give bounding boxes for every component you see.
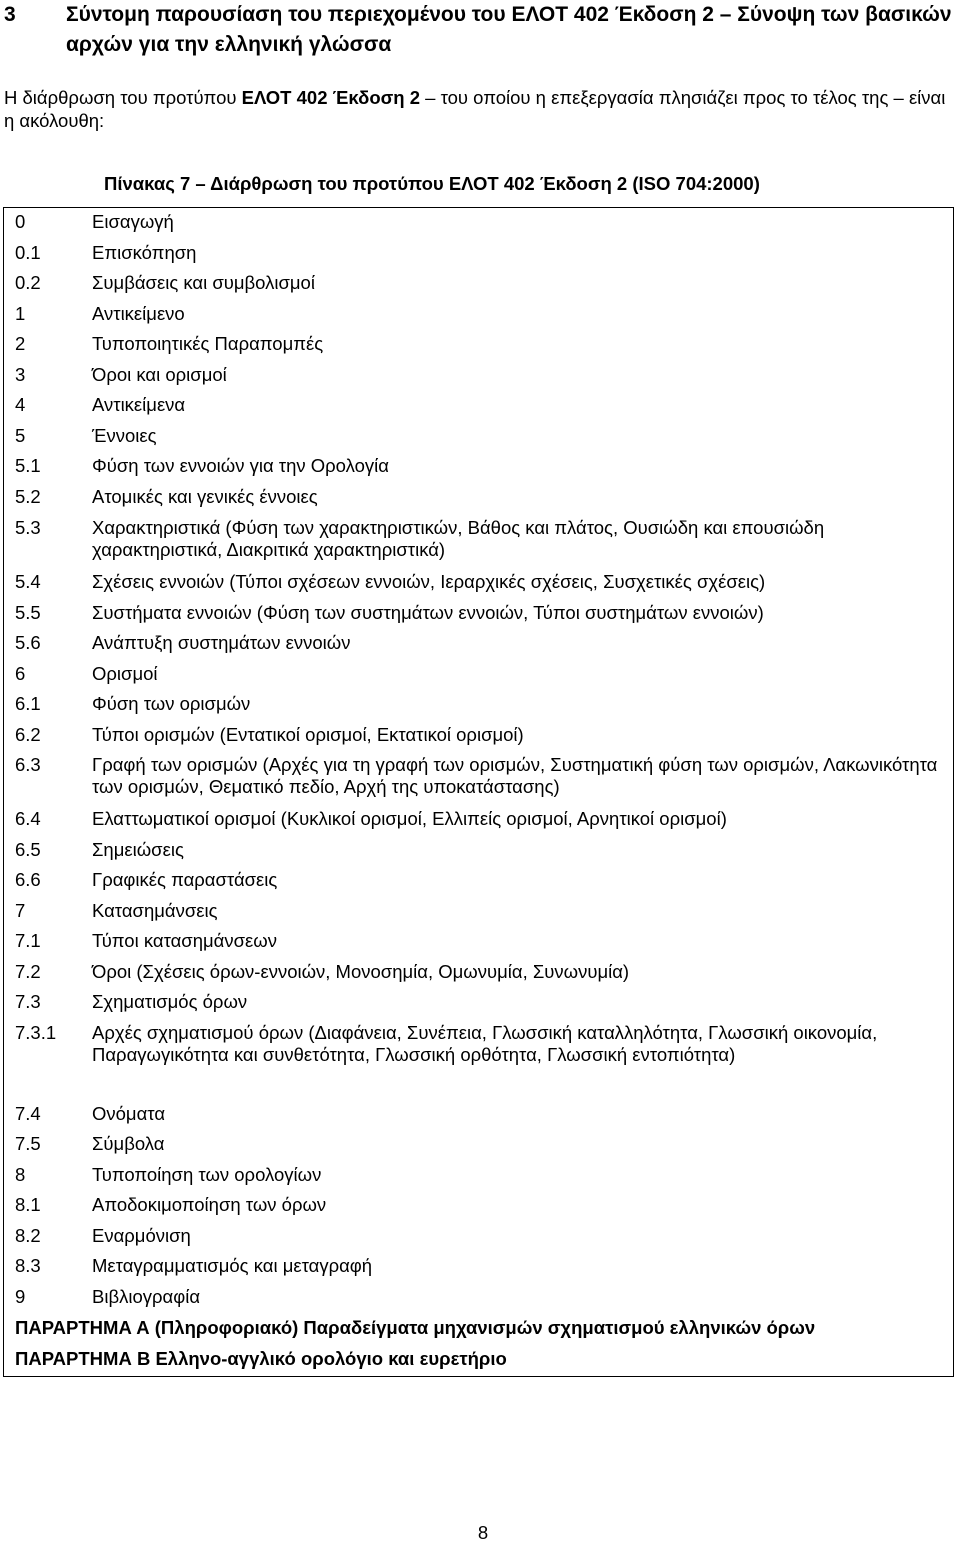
toc-item-number: 8.2: [15, 1225, 41, 1246]
toc-item: [15, 693, 943, 715]
toc-item-number: 5.5: [15, 602, 41, 623]
toc-item: [15, 724, 943, 746]
toc-item-number: 5.3: [15, 517, 41, 538]
toc-item: [15, 517, 943, 561]
toc-item: [15, 961, 943, 983]
toc-item-label: Εισαγωγή: [92, 211, 174, 232]
toc-item: [15, 1133, 943, 1155]
toc-item: [15, 632, 943, 654]
toc-item: [15, 272, 943, 294]
toc-item-number: 6.4: [15, 808, 41, 829]
intro-paragraph: [4, 86, 954, 132]
toc-item-number: 3: [15, 364, 26, 385]
toc-item: [15, 1286, 943, 1308]
toc-item-label: Ατομικές και γενικές έννοιες: [92, 486, 318, 507]
toc-item-label: Τύποι ορισμών (Εντατικοί ορισμοί, Εκτατικοί ορισμοί): [92, 724, 524, 745]
appendix-label: ΠΑΡΑΡΤΗΜΑ Α (Πληροφοριακό) Παραδείγματα μηχανισμών σχηματισμού ελληνικών όρων: [15, 1317, 816, 1338]
toc-item-number: 6.1: [15, 693, 41, 714]
toc-item: [15, 486, 943, 508]
toc-item-number: 2: [15, 333, 26, 354]
toc-item-label: Συστήματα εννοιών (Φύση των συστημάτων εννοιών, Τύποι συστημάτων εννοιών): [92, 602, 764, 623]
toc-item-label: Μεταγραμματισμός και μεταγραφή: [92, 1255, 373, 1276]
toc-item-label: Τυποποιητικές Παραπομπές: [92, 333, 324, 354]
section-title: Σύντομη παρουσίαση του περιεχομένου του ΕΛΟΤ 402 Έκδοση 2 – Σύνοψη των βασικών αρχών για την ελληνική γλώσσα: [66, 3, 952, 56]
toc-item-number: 0.2: [15, 272, 41, 293]
toc-item-label: Επισκόπηση: [92, 242, 197, 263]
toc-item: [15, 303, 943, 325]
toc-item-label: Σύμβολα: [92, 1133, 165, 1154]
toc-item-number: 6.6: [15, 869, 41, 890]
toc-item-number: 9: [15, 1286, 26, 1307]
toc-item: [15, 1225, 943, 1247]
toc-item-number: 6: [15, 663, 26, 684]
toc-item: [15, 754, 943, 798]
toc-item: [15, 455, 943, 477]
toc-item: [15, 839, 943, 861]
toc-item-label: Αντικείμενα: [92, 394, 186, 415]
toc-item: [15, 571, 943, 593]
toc-item: [15, 1022, 943, 1066]
toc-item-number: 5.2: [15, 486, 41, 507]
toc-item-number: 7.4: [15, 1103, 41, 1124]
toc-item-label: Όροι και ορισμοί: [92, 364, 227, 385]
toc-item-label: Γραφή των ορισμών (Αρχές για τη γραφή των ορισμών, Συστηματική φύση των ορισμών, Λακωνικότητα των ορισμών, Θεματικό πεδίο, Αρχή της υποκατάστασης): [92, 754, 938, 797]
appendix-item: [15, 1317, 943, 1339]
intro-standard-name: ΕΛΟΤ 402 Έκδοση 2: [241, 87, 421, 108]
toc-item: [15, 364, 943, 386]
section-heading: [4, 0, 954, 60]
toc-item-number: 7.5: [15, 1133, 41, 1154]
toc-item-number: 0: [15, 211, 26, 232]
toc-item-label: Ανάπτυξη συστημάτων εννοιών: [92, 632, 351, 653]
toc-item-label: Εναρμόνιση: [92, 1225, 191, 1246]
toc-table: [3, 207, 954, 1377]
toc-item-label: Τυποποίηση των ορολογίων: [92, 1164, 322, 1185]
toc-item-label: Σχέσεις εννοιών (Τύποι σχέσεων εννοιών, Ιεραρχικές σχέσεις, Συσχετικές σχέσεις): [92, 571, 766, 592]
toc-item-label: Συμβάσεις και συμβολισμοί: [92, 272, 315, 293]
toc-item-number: 6.5: [15, 839, 41, 860]
toc-item: [15, 869, 943, 891]
toc-item-label: Κατασημάνσεις: [92, 900, 218, 921]
toc-item-label: Όροι (Σχέσεις όρων-εννοιών, Μονοσημία, Ομωνυμία, Συνωνυμία): [92, 961, 630, 982]
toc-item: [15, 242, 943, 264]
table-title: Πίνακας 7 – Διάρθρωση του προτύπου ΕΛΟΤ 402 Έκδοση 2 (ISO 704:2000): [104, 173, 760, 194]
toc-item: [15, 394, 943, 416]
toc-item-label: Γραφικές παραστάσεις: [92, 869, 278, 890]
toc-item-number: 7.3: [15, 991, 41, 1012]
toc-item-label: Αρχές σχηματισμού όρων (Διαφάνεια, Συνέπεια, Γλωσσική καταλληλότητα, Γλωσσική οικονομία, Παραγωγικότητα και συνθετότητα, Γλωσσική ορθότητα, Γλωσσική εντοπιότητα): [92, 1022, 878, 1065]
toc-item-number: 7.1: [15, 930, 41, 951]
toc-item: [15, 1194, 943, 1216]
toc-item-number: 8.3: [15, 1255, 41, 1276]
intro-text-after: – του οποίου η επεξεργασία πλησιάζει προς το τέλος της – είναι η ακόλουθη:: [4, 87, 946, 131]
toc-item: [15, 211, 943, 233]
toc-item-number: 8: [15, 1164, 26, 1185]
toc-item-label: Χαρακτηριστικά (Φύση των χαρακτηριστικών, Βάθος και πλάτος, Ουσιώδη και επουσιώδη χαρακτηριστικά, Διακριτικά χαρακτηριστικά): [92, 517, 825, 560]
toc-item: [15, 930, 943, 952]
toc-item-number: 4: [15, 394, 26, 415]
intro-text-before: Η διάρθρωση του προτύπου: [4, 87, 242, 108]
toc-item-number: 5.6: [15, 632, 41, 653]
toc-item: [15, 663, 943, 685]
toc-item-label: Αντικείμενο: [92, 303, 185, 324]
page-number: 8: [477, 1522, 489, 1543]
toc-item-label: Αποδοκιμοποίηση των όρων: [92, 1194, 327, 1215]
toc-item: [15, 1164, 943, 1186]
toc-item-number: 6.2: [15, 724, 41, 745]
toc-item-label: Τύποι κατασημάνσεων: [92, 930, 277, 951]
toc-item-label: Σχηματισμός όρων: [92, 991, 248, 1012]
toc-item-number: 1: [15, 303, 26, 324]
toc-item-label: Βιβλιογραφία: [92, 1286, 201, 1307]
toc-item-number: 5.1: [15, 455, 41, 476]
toc-item-label: Φύση των εννοιών για την Ορολογία: [92, 455, 389, 476]
toc-item-number: 7.2: [15, 961, 41, 982]
toc-item: [15, 900, 943, 922]
toc-item-label: Ορισμοί: [92, 663, 158, 684]
toc-item-number: 8.1: [15, 1194, 41, 1215]
toc-item-number: 0.1: [15, 242, 41, 263]
toc-item: [15, 991, 943, 1013]
toc-item-label: Έννοιες: [92, 425, 157, 446]
toc-item-number: 7: [15, 900, 26, 921]
toc-item-label: Σημειώσεις: [92, 839, 184, 860]
section-number: 3: [4, 3, 16, 26]
appendix-item: [15, 1348, 943, 1370]
toc-item-number: 7.3.1: [15, 1022, 57, 1043]
toc-item: [15, 602, 943, 624]
toc-item: [15, 808, 943, 830]
toc-item: [15, 1103, 943, 1125]
toc-item: [15, 425, 943, 447]
toc-item-label: Ελαττωματικοί ορισμοί (Κυκλικοί ορισμοί, Ελλιπείς ορισμοί, Αρνητικοί ορισμοί): [92, 808, 727, 829]
appendix-label: ΠΑΡΑΡΤΗΜΑ Β Ελληνο-αγγλικό ορολόγιο και ευρετήριο: [15, 1348, 507, 1369]
toc-item-label: Φύση των ορισμών: [92, 693, 251, 714]
toc-item-label: Ονόματα: [92, 1103, 166, 1124]
toc-item-number: 5.4: [15, 571, 41, 592]
toc-item-number: 6.3: [15, 754, 41, 775]
toc-item: [15, 1255, 943, 1277]
toc-item: [15, 333, 943, 355]
toc-item-number: 5: [15, 425, 26, 446]
